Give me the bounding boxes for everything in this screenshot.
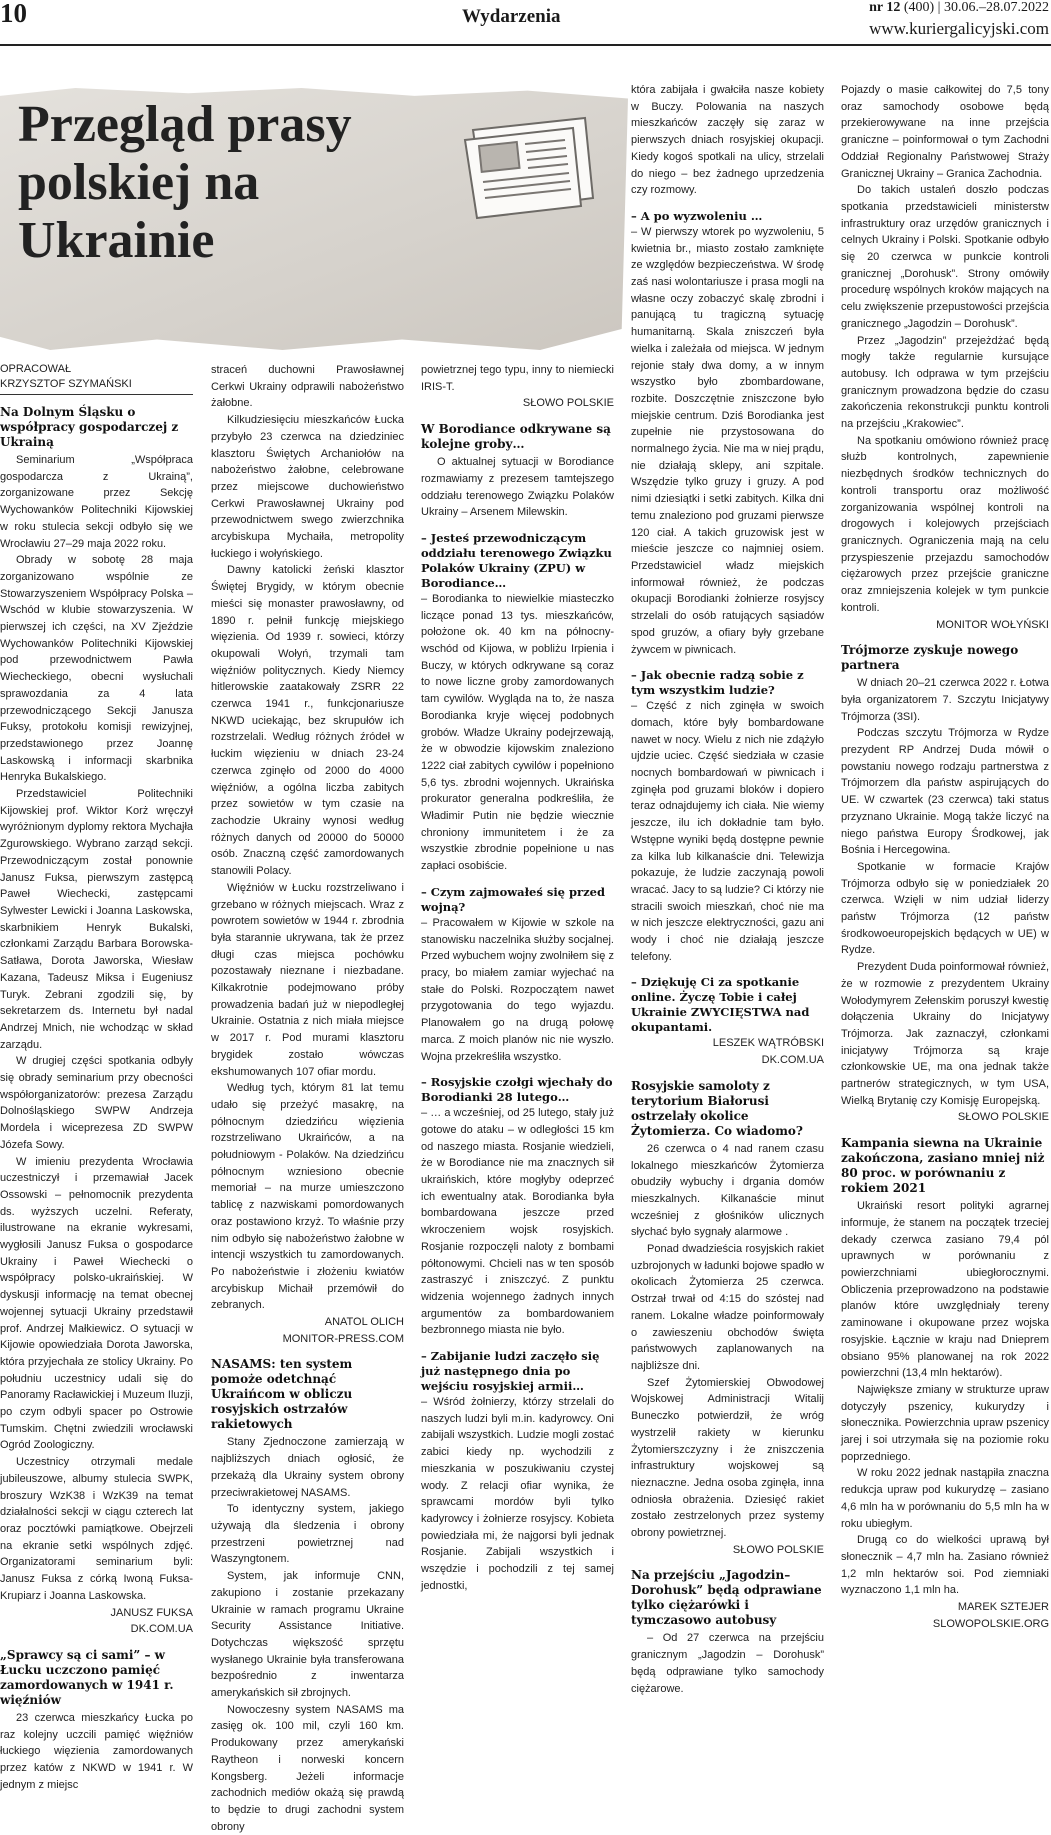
paragraph: Według tych, którym 81 lat temu udało się przeżyć masakrę, na północnym dziedzińcu więzienia rozstrzeliwano Ukraińców, a na południowym - Polaków. Na dziedzińcu północnym wzniesiono obecnie memoriał – na murze umieszczono tablicę z nazwiskami pomordowanych oraz postawiono krzyż. To właśnie przy nim odbyło się nabożeństwo żałobne w intencji wszystkich tu zamordowanych. Po nabożeństwie i złożeniu kwiatów arcybiskup Michaił przemówił do zebranych. bbox=[211, 1082, 404, 1312]
source-credit: MAREK SZTEJER bbox=[957, 1601, 1049, 1614]
headline-kampania-siewna: Kampania siewna na Ukrainie zakończona, zasiano mniej niż 80 proc. w porównaniu z rokiem 2021 bbox=[841, 1136, 1045, 1196]
website-link[interactable]: www.kuriergalicyjski.com bbox=[869, 19, 1049, 38]
page-number: 10 bbox=[0, 0, 27, 28]
paragraph: Największe zmiany w strukturze upraw dotyczyły pszenicy, kukurydzy i słonecznika. Powierzchnia upraw pszenicy jarej i soi utrzymała się na poziomie roku poprzedniego. bbox=[841, 1383, 1049, 1463]
paragraph: W drugiej części spotkania odbyły się obrady seminarium przy obecności współorganizatorów: prezesa Zarządu Dolnośląskiego SWPW Andrzeja Mordela i wiceprezesa ZD SWPW Józefa Sowy. bbox=[0, 1055, 193, 1151]
paragraph: Ponad dwadzieścia rosyjskich rakiet uzbrojonych w ładunki bojowe spadło w okolicach Żytomierza 25 czerwca. Ostrzał trwał od 4:15 do szóstej nad ranem. Lokalne władze poinformowały o zawieszeniu obchodów święta państwowych zaplanowanych na najbliższe dni. bbox=[631, 1243, 824, 1372]
paragraph: Szef Żytomierskiej Obwodowej Wojskowej Administracji Witalij Buneczko potwierdził, że wróg wystrzelił rakiety w kierunku Żytomierszczyzny i że zniszczenia infrastruktury wojskowej są nieznaczne. Jedna osoba zginęła, inna odniosła obrażenia. Dziesięć rakiet zostało zestrzelonych przez systemy obrony powietrznej. bbox=[631, 1376, 824, 1540]
source-credit: SLOWOPOLSKIE.ORG bbox=[932, 1617, 1049, 1630]
byline: OPRACOWAŁ KRZYSZTOF SZYMAŃSKI bbox=[0, 362, 193, 395]
paragraph: O aktualnej sytuacji w Borodiance rozmawiamy z prezesem tamtejszego oddziału terenowego Związku Polaków Ukrainy – Arsenem Milewskin. bbox=[421, 456, 614, 519]
column-4 bbox=[631, 82, 824, 1695]
source-credit: DK.COM.UA bbox=[761, 1054, 824, 1067]
paragraph: Podczas szczytu Trójmorza w Rydze prezydent RP Andrzej Duda mówił o powstaniu nowego rodzaju partnerstwa z Trójmorzem dla państw aspirujących do UE. W czwartek (23 czerwca) taki status przyznano Ukrainie. Mogą także liczyć na niego państwa Europy Środkowej, jak Bośnia i Hercegowina. bbox=[841, 727, 1049, 857]
headline-dolny-slask: Na Dolnym Śląsku o współpracy gospodarczej z Ukrainą bbox=[0, 405, 179, 449]
column-3 bbox=[421, 362, 614, 1632]
headline-nasams: NASAMS: ten system pomoże odetchnąć Ukraińcom w obliczu rosyjskich ostrzałów rakietowych bbox=[211, 1357, 353, 1432]
paragraph: Seminarium „Współpraca gospodarcza z Ukrainą”, zorganizowane przez Sekcję Wychowanków Politechniki Kijowskiej w roku stulecia sekcji odbyło się we Wrocławiu 27–29 maja 2022 roku. bbox=[0, 454, 193, 550]
interview-question: – Rosyjskie czołgi wjechały do Borodianki 28 lutego… bbox=[421, 1075, 613, 1105]
interview-answer: – Wśród żołnierzy, którzy strzelali do naszych ludzi byli m.in. kadyrowcy. Oni zabijali wszystkich. Ludzie mogli zostać zabici kiedy np. wychodzili z mieszkania w poszukiwaniu czystej wody. Z relacji ofiar wynika, że sprawcami mordów byli tylko kadyrowcy i żołnierze rosyjscy. Kobieta powiedziała mi, że najgorsi byli jednak Rosjanie. Zabijali wszystkich i wszędzie i pochodzili z tej samej jednostki, bbox=[421, 1396, 614, 1592]
headline-jagodzin: Na przejściu „Jagodzin–Dorohusk” będą odprawiane tylko ciężarówki i tymczasowo autobusy bbox=[631, 1568, 822, 1628]
headline-borodianka: W Borodiance odkrywane są kolejne groby… bbox=[421, 422, 611, 452]
paragraph: Kilkudziesięciu mieszkańców Łucka przybyło 23 czerwca na dziedziniec klasztoru Świętych Archaniołów na nabożeństwo żałobne, celebrowane przez miejscowe duchowieństwo Cerkwi Prawosławnej Ukrainy pod przewodnictwem swego zwierzchnika arcybiskupa Mychaiła, metropolity łuckiego i wołyńskiego. bbox=[211, 414, 404, 560]
paragraph: która zabijała i gwałciła nasze kobiety w Buczy. Polowania na naszych mieszkańców zaczęły się zaraz w pierwszych dniach rosyjskiej okupacji. Kiedy kogoś spotkali na ulicy, strzelali do niego – bez żadnego uprzedzenia czy rozmowy. bbox=[631, 84, 824, 197]
interview-answer: – Borodianka to niewielkie miasteczko liczące ponad 13 tys. mieszkańców, położone ok. 40 km na północny-wschód od Kijowa, w pobliżu Irpienia i Buczy, w których odkrywane są coraz to nowe liczne groby zamordowanych tam cywilów. Wygląda na to, że nasza Borodianka kryje więcej podobnych grobów. Władze Ukrainy podejrzewają, że w obwodzie kijowskim znaleziono 1222 ciał zabitych cywilów i popełniono 5,6 tys. zbrodni wojennych. Ukraińska prokurator generalna podkreśliła, że Władimir Putin nie będzie wiecznie chroniony immunitetem i że za wszystkie zbrodnie popełnione u nas zapłaci osobiście. bbox=[421, 592, 614, 873]
paragraph: Pojazdy o masie całkowitej do 7,5 tony oraz samochody osobowe będą przekierowywane na inne przejścia graniczne – poinformował o tym Zachodni Oddział Regionalny Państwowej Straży Granicznej Ukrainy – Granica Zachodnia. bbox=[841, 84, 1049, 180]
source-credit: SŁOWO POLSKIE bbox=[957, 1111, 1049, 1124]
source-credit: JANUSZ FUKSA bbox=[110, 1606, 193, 1619]
newspaper-icon bbox=[455, 100, 605, 225]
column-1 bbox=[0, 362, 193, 1791]
interview-answer: – Część z nich zginęła w swoich domach, które były bombardowane nawet w nocy. Wielu z nich nie zdążyło ujdzie uciec. Część siedziała w czasie nocnych bombardowań w piwnicach i zginęła pod gruzami bloków i dopiero teraz odnajdujemy ich ciała. Nie wiemy jeszcze, ilu ich dokładnie tam było. Wstępne wyniki będą dostępne pewnie za kilka lub kilkanaście dni. Telewizja pokazuje, że ludzie zaczynają powoli wracać. Jacy to są ludzie? Ci którzy nie stracili swoich mieszkań, choć nie ma w nich jeszcze elektryczności, gazu ani wody i choć nie działają jeszcze telefony. bbox=[631, 700, 824, 963]
paragraph: Nowoczesny system NASAMS ma zasięg ok. 100 mil, czyli 160 km. Produkowany przez amerykański Raytheon i norweski koncern Kongsberg. Jeżeli informacje zachodnich mediów okażą się prawdą to będzie to drugi zachodni system obrony bbox=[211, 1703, 404, 1833]
source-credit: SŁOWO POLSKIE bbox=[522, 397, 614, 410]
source-credit: DK.COM.UA bbox=[130, 1623, 193, 1636]
issue-info bbox=[869, 0, 1049, 16]
interview-question: – Jesteś przewodniczącym oddziału terenowego Związku Polaków Ukrainy (ZPU) w Borodiance… bbox=[421, 530, 612, 590]
paragraph: Spotkanie w formacie Krajów Trójmorza odbyło się w poniedziałek 20 czerwca. Wzięli w nim udział liderzy państw Trójmorza (12 państw środkowoeuropejskich będących w UE) w Rydze. bbox=[841, 860, 1049, 957]
interview-question: – Zabijanie ludzi zaczęło się już następnego dnia po wejściu rosyjskiej armii… bbox=[421, 1349, 600, 1394]
paragraph: powietrznej tego typu, inny to niemiecki IRIS-T. bbox=[421, 364, 614, 393]
article-title: Przegląd prasy polskiej na Ukrainie bbox=[18, 96, 352, 269]
issue-number: nr 12 bbox=[869, 0, 901, 15]
paragraph: – Od 27 czerwca na przejściu granicznym „Jagodzin – Dorohusk” będą odprawiane tylko samochody ciężarowe. bbox=[631, 1632, 824, 1695]
paragraph: Przez „Jagodzin” przejeżdżać będą mogły także regularnie kursujące autobusy. Ich odprawa w tym przejściu granicznym prowadzona będzie do czasu zakończenia rekonstrukcji punktu kontroli na przejściu „Krakowiec”. bbox=[841, 334, 1049, 431]
headline-zytomierz: Rosyjskie samoloty z terytorium Białorusi ostrzelały okolice Żytomierza. Co wiadomo? bbox=[631, 1078, 803, 1138]
paragraph: Do takich ustaleń doszło podczas spotkania przedstawicieli ministerstw infrastruktury oraz urzędów granicznych i celnych Ukrainy i Polski. Spotkanie odbyło się 20 czerwca w punkcie kontroli granicznej „Dorohusk”. Strony omówiły procedurę wspólnych kroków mających na celu zwiększenie przepustowości przejścia granicznego „Jagodzin – Dorohusk”. bbox=[841, 184, 1049, 330]
source-credit: ANATOL OLICH bbox=[324, 1316, 404, 1329]
paragraph: System, jak informuje CNN, zakupiono i zostanie przekazany Ukrainie w ramach programu Ukraine Security Assistance Initiative. Dotychczas większość sprzętu wysłanego Ukrainie była transferowana bezpośrednio z inwentarza amerykańskich sił zbrojnych. bbox=[211, 1570, 404, 1700]
source-credit: LESZEK WĄTRÓBSKI bbox=[712, 1037, 824, 1050]
interview-answer: – … a wcześniej, od 25 lutego, stały już gotowe do ataku – w odległości 15 km od naszego miasta. Rosjanie wiedzieli, że w Borodiance nie ma znacznych sił ukraińskich, które mogłyby odeprzeć ich ewentualny atak. Borodianka była bombardowana jeszcze przed wkroczeniem wojsk rosyjskich. Rosjanie rozpoczęli naloty z bombami półtonowymi. Chcieli nas w ten sposób zastraszyć i zniszczyć. Z punktu widzenia wojennego żadnych innych argumentów za bombardowaniem bezbronnego miasta nie było. bbox=[421, 1107, 614, 1337]
paragraph: Prezydent Duda poinformował również, że w rozmowie z prezydentem Ukrainy Wołodymyrem Zełenskim poruszył kwestię dołączenia Ukrainy do Inicjatywy Trójmorza. Jak zaznaczył, członkami inicjatywy Trójmorza są kraje członkowskie UE, ma ona jednak także partnerów strategicznych, w tym USA, Wielką Brytanię czy Komisję Europejską. bbox=[841, 961, 1049, 1107]
column-5 bbox=[841, 82, 1049, 1632]
interview-question: – Dziękuję Ci za spotkanie online. Życzę Tobie i całej Ukrainie ZWYCIĘSTWA nad okupantami. bbox=[631, 975, 810, 1035]
paragraph: Stany Zjednoczone zamierzają w najbliższych dniach ogłosić, że przekażą dla Ukrainy system obrony przeciwrakietowej NASAMS. bbox=[211, 1436, 404, 1499]
interview-answer: – W pierwszy wtorek po wyzwoleniu, 5 kwietnia br., miasto zostało zamknięte ze względów bezpieczeństwa. W środę zaś nasi wolontariusze i prasa mogli na własne oczy zobaczyć skalę zbrodni i panującą tu tragiczną sytuację humanitarną. Skala zniszczeń była wielka i zależała od miejsca. W jednym rejonie stały dwa domy, a w innym wszystko było zbombardowane, rozbite. Doszczętnie zniszczone było miejskie centrum. Dziś Borodianka jest zupełnie nie przystosowana do normalnego życia. Nie ma w niej prądu, nie działają sklepy, ani szpitale. Wszędzie tylko gruzy i gruzy. A pod nimi dziesiątki i setki zabitych. Kilka dni temu znaleziono pod gruzami pierwsze 120 ciał. A takich gruzowisk jest w mieście jeszcze co najmniej osiem. Przedstawiciel władz miejskich informował również, że podczas okupacji Borodianki żołnierze rosyjscy strzelali do osób ratujących sąsiadów spod gruzów, a ofiary były grzebane żywcem w piwnicach. bbox=[631, 225, 824, 656]
column-2 bbox=[211, 362, 404, 1833]
issue-dates: (400) | 30.06.–28.07.2022 bbox=[900, 0, 1049, 15]
paragraph: Ukraiński resort polityki agrarnej informuje, że stanem na początek trzeciej dekady czerwca zasiano 79,4 pól uprawnych w porównaniu z powierzchniami ubiegłorocznymi. Obliczenia przeprowadzono na podstawie planów które uwzględniały tereny zaminowane i okupowane przez wojska rosyjskie. Łącznie w kraju nad Dnieprem obsiano 95% planowanej na rok 2022 powierzchni (13,4 mln hektarów). bbox=[841, 1200, 1049, 1380]
section-title: Wydarzenia bbox=[462, 6, 561, 27]
interview-question: – Czym zajmowałeś się przed wojną? bbox=[421, 884, 605, 914]
interview-question: – Jak obecnie radzą sobie z tym wszystkim ludzie? bbox=[631, 668, 804, 698]
page-header bbox=[0, 0, 1051, 46]
paragraph: Przedstawiciel Politechniki Kijowskiej prof. Wiktor Korż wręczył wyróżnionym dyplomy rektora Mychajła Zgurowskiego. Wybrano zarząd sekcji. Przewodniczącym został ponownie Janusz Fuksa, pierwszym zastępcą Paweł Wiechecki, zastępcami Sylwester Lewicki i Joanna Laskowska, skarbnikiem Henryk Bukalski, członkami Zarządu Barbara Borowska-Satława, Dorota Jaworska, Wiesław Kazana, Tadeusz Miksa i Eugeniusz Turyk. Zebrani zgodzili się, by sekretarzem ds. Internetu był nadal Andrzej Mnich, nie wchodząc w skład zarządu. bbox=[0, 788, 193, 1051]
paragraph: Dawny katolicki żeński klasztor Świętej Brygidy, w którym obecnie mieści się monaster prawosławny, od 1890 r. pełnił funkcję miejskiego więzienia. Od 1939 r. sowieci, którzy okupowali Wołyń, trzymali tam więźniów politycznych. Kiedy Niemcy hitlerowskie zaatakowały ZSRR 22 czerwca 1941 r., funkcjonariusze NKWD uciekając, bez skrupułów ich rozstrzelali. Według różnych źródeł w łuckim więzieniu w dniach 23-24 czerwca zginęło od 2000 do 4000 więźniów, a ogólna liczba zabitych przez sowietów w tym czasie na zachodzie Ukrainy wynosi według różnych danych od 20000 do 50000 osób. Znaczną część zamordowanych stanowili Polacy. bbox=[211, 564, 404, 878]
paragraph: W roku 2022 jednak nastąpiła znaczna redukcja upraw pod kukurydzę – zasiano 4,6 mln ha w porównaniu do 5,5 mln ha w roku ubiegłym. bbox=[841, 1467, 1049, 1530]
paragraph: To identyczny system, jakiego używają dla śledzenia i obrony przestrzeni powietrznej nad Waszyngtonem. bbox=[211, 1503, 404, 1566]
paragraph: Na spotkaniu omówiono również pracę służb kontrolnych, zapewnienie niezbędnych środków technicznych do kontroli transportu oraz możliwość zorganizowania wspólnej kontroli na drogowych i kolejowych przejściach granicznych. Ograniczenia mają na celu przyspieszenie przejazdu samochodów ciężarowych przez przejście graniczne oraz zmniejszenia kolejek w tym punkcie kontroli. bbox=[841, 434, 1049, 614]
paragraph: 23 czerwca mieszkańcy Łucka po raz kolejny uczcili pamięć więźniów łuckiego więzienia zamordowanych przez katów z NKWD w 1941 r. W jednym z miejsc bbox=[0, 1711, 193, 1791]
headline-sprawcy: „Sprawcy są ci sami” – w Łucku uczczono pamięć zamordowanych w 1941 r. więźniów bbox=[0, 1647, 174, 1707]
paragraph: straceń duchowni Prawosławnej Cerkwi Ukrainy odprawili nabożeństwo żałobne. bbox=[211, 364, 404, 410]
paragraph: Więźniów w Łucku rozstrzeliwano i grzebano w różnych miejscach. Wraz z powrotem sowietów w 1944 r. zbrodnia była starannie ukrywana, tak że przez długi czas miejsca pochówku pozostawały nieznane i niezbadane. Kilkakrotnie podejmowano próby prowadzenia badań już w niepodległej Ukrainie. Ostatnia z nich miała miejsce w 2017 r. Pod murami klasztoru brygidek zostało wówczas ekshumowanych 107 ofiar mordu. bbox=[211, 881, 404, 1078]
paragraph: 26 czerwca o 4 nad ranem czasu lokalnego mieszkańców Żytomierza obudziły wybuchy i drgania domów mieszkalnych. Kilkanaście minut wcześniej z głośników ulicznych słychać było sygnały alarmowe . bbox=[631, 1142, 824, 1239]
source-credit: MONITOR WOŁYŃSKI bbox=[936, 618, 1049, 631]
headline-trojmorze: Trójmorze zyskuje nowego partnera bbox=[841, 643, 1019, 673]
paragraph: Uczestnicy otrzymali medale jubileuszowe, albumy stulecia SWPK, broszury WzK38 i WzK39 na temat działalności sekcji w ciągu czterech lat oraz pocztówki pamiątkowe. Obejrzeli na ekranie setki wspólnych zdjęć. Organizatorami seminarium byli: Janusz Fuksa z córką Iwoną Fuksa-Krupiarz i Joanna Laskowska. bbox=[0, 1456, 193, 1602]
paragraph: W imieniu prezydenta Wrocławia uczestniczył i przemawiał Jacek Ossowski – pełnomocnik prezydenta ds. wyższych uczelni. Referaty, ilustrowane na ekranie wykresami, wygłosili Janusz Fuksa o gospodarce Ukrainy i Paweł Wiechecki o współpracy polsko-ukraińskiej. W dyskusji informację na temat obecnej wojennej sytuacji Ukrainy przedstawił prof. Andrzej Małkiewicz. O sytuacji w Kijowie opowiedziała Dorota Jaworska, która przyjechała ze stolicy Ukrainy. Po południu uczestnicy udali się do Panoramy Racławickiej i Muzeum Iluzji, po czym odbyli spacer po Ostrowie Tumskim. Chętni zwiedzili wrocławski Ogród Zoologiczny. bbox=[0, 1155, 193, 1452]
paragraph: Drugą co do wielkości uprawą był słonecznik – 4,7 mln ha. Zasiano również 1,2 mln hektarów soi. Pod ziemniaki wyznaczono 1,1 mln ha. bbox=[841, 1534, 1049, 1597]
source-credit: MONITOR-PRESS.COM bbox=[282, 1332, 404, 1345]
interview-answer: – Pracowałem w Kijowie w szkole na stanowisku naczelnika służby socjalnej. Przed wybuchem wojny zwolniłem się z pracy, bo miałem zamiar wyjechać na stałe do Polski. Rozpoczątem nawet przygotowania do tego wyjazdu. Planowałem go na drugą połowę marca. Z moich planów nic nie wyszło. Wojna przekreśliła wszystko. bbox=[421, 916, 614, 1063]
interview-question: – A po wyzwoleniu … bbox=[631, 208, 763, 223]
paragraph: Obrady w sobotę 28 maja zorganizowano wspólnie ze Stowarzyszeniem Współpracy Polska – Wschód w klubie stowarzyszenia. W pierwszej ich części, na XV Zjeździe Wychowanków Politechniki Kijowskiej pod przewodnictwem Pawła Wiecheckiego, obecni wysłuchali sprawozdania za 4 lata przewodniczącego Sekcji Janusza Fuksy, protokołu komisji rewizyjnej, przedstawionego przez Joannę Laskowską i informacji skarbnika Henryka Bukalskiego. bbox=[0, 554, 193, 784]
source-credit: SŁOWO POLSKIE bbox=[732, 1543, 824, 1556]
paragraph: W dniach 20–21 czerwca 2022 r. Łotwa była organizatorem 7. Szczytu Inicjatywy Trójmorza (3SI). bbox=[841, 677, 1050, 723]
